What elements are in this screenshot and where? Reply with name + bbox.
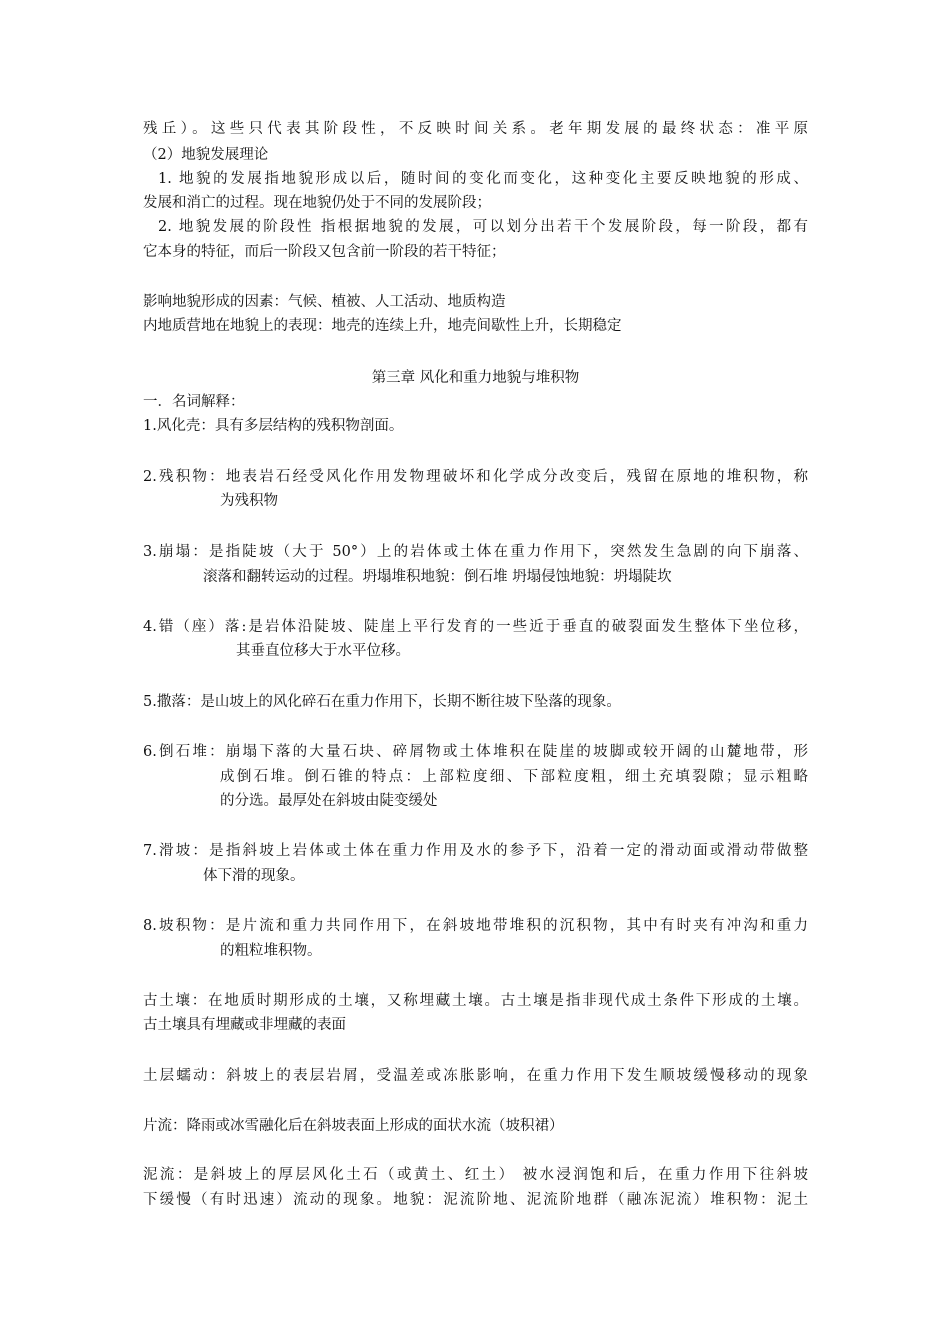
- intro-line-7: 影响地貌形成的因素：气候、植被、人工活动、地质构造: [143, 294, 506, 310]
- section-heading-terms: 一．名词解释：: [143, 394, 245, 410]
- intro-line-8: 内地质营地在地貌上的表现：地壳的连续上升，地壳间歇性上升，长期稳定: [143, 318, 622, 334]
- soil-creep: 土层蠕动：斜坡上的表层岩屑，受温差或冻胀影响，在重力作用下发生顺坡缓慢移动的现象: [143, 1068, 808, 1084]
- term-7-line-2: 体下滑的现象。: [203, 868, 305, 884]
- term-1: 1.风化壳：具有多层结构的残积物剖面。: [143, 418, 404, 434]
- term-7-line-1: 7.滑坡：是指斜坡上岩体或土体在重力作用及水的参予下，沿着一定的滑动面或滑动带做整: [143, 843, 808, 859]
- intro-line-1: 残丘）。这些只代表其阶段性，不反映时间关系。老年期发展的最终状态：准平原: [143, 121, 808, 137]
- term-6-line-2: 成倒石堆。倒石锥的特点：上部粒度细、下部粒度粗，细土充填裂隙；显示粗略: [220, 769, 808, 785]
- intro-line-6: 它本身的特征，而后一阶段又包含前一阶段的若干特征；: [143, 244, 506, 260]
- intro-line-4: 发展和消亡的过程。现在地貌仍处于不同的发展阶段；: [143, 195, 491, 211]
- term-3-line-1: 3.崩塌：是指陡坡（大于 50°）上的岩体或土体在重力作用下，突然发生急剧的向下崩落、: [143, 544, 808, 560]
- term-2-line-1: 2.残积物：地表岩石经受风化作用发物理破坏和化学成分改变后，残留在原地的堆积物，称: [143, 469, 808, 485]
- mudflow-line-1: 泥流：是斜坡上的厚层风化土石（或黄土、红土） 被水浸润饱和后，在重力作用下往斜坡: [143, 1167, 808, 1183]
- term-6-line-3: 的分选。最厚处在斜坡由陡变缓处: [220, 793, 438, 809]
- term-5: 5.撒落：是山坡上的风化碎石在重力作用下，长期不断往坡下坠落的现象。: [143, 694, 621, 710]
- term-8-line-2: 的粗粒堆积物。: [220, 943, 322, 959]
- mudflow-line-2: 下缓慢（有时迅速）流动的现象。地貌：泥流阶地、泥流阶地群（融冻泥流）堆积物：泥土: [143, 1192, 808, 1208]
- paleosol-line-1: 古土壤：在地质时期形成的土壤，又称埋藏土壤。古土壤是指非现代成土条件下形成的土壤。: [143, 993, 808, 1009]
- sheet-flow: 片流：降雨或冰雪融化后在斜坡表面上形成的面状水流（坡积裙）: [143, 1118, 564, 1134]
- term-2-line-2: 为残积物: [220, 493, 278, 509]
- paleosol-line-2: 古土壤具有埋藏或非埋藏的表面: [143, 1017, 346, 1033]
- term-6-line-1: 6.倒石堆：崩塌下落的大量石块、碎屑物或土体堆积在陡崖的坡脚或较开阔的山麓地带，形: [143, 744, 808, 760]
- term-8-line-1: 8.坡积物：是片流和重力共同作用下，在斜坡地带堆积的沉积物，其中有时夹有冲沟和重力: [143, 918, 808, 934]
- intro-line-3: 1. 地貌的发展指地貌形成以后，随时间的变化而变化，这种变化主要反映地貌的形成、: [158, 171, 808, 187]
- term-4-line-1: 4.错（座）落:是岩体沿陡坡、陡崖上平行发育的一些近于垂直的破裂面发生整体下坐位移，: [143, 619, 808, 635]
- section-heading-landform-theory: （2）地貌发展理论: [143, 147, 269, 163]
- intro-line-5: 2. 地貌发展的阶段性 指根据地貌的发展，可以划分出若干个发展阶段，每一阶段，都有: [158, 219, 808, 235]
- chapter-title: 第三章 风化和重力地貌与堆积物: [371, 370, 580, 386]
- term-4-line-2: 其垂直位移大于水平位移。: [236, 643, 410, 659]
- term-3-line-2: 滚落和翻转运动的过程。坍塌堆积地貌：倒石堆 坍塌侵蚀地貌：坍塌陡坎: [203, 569, 672, 585]
